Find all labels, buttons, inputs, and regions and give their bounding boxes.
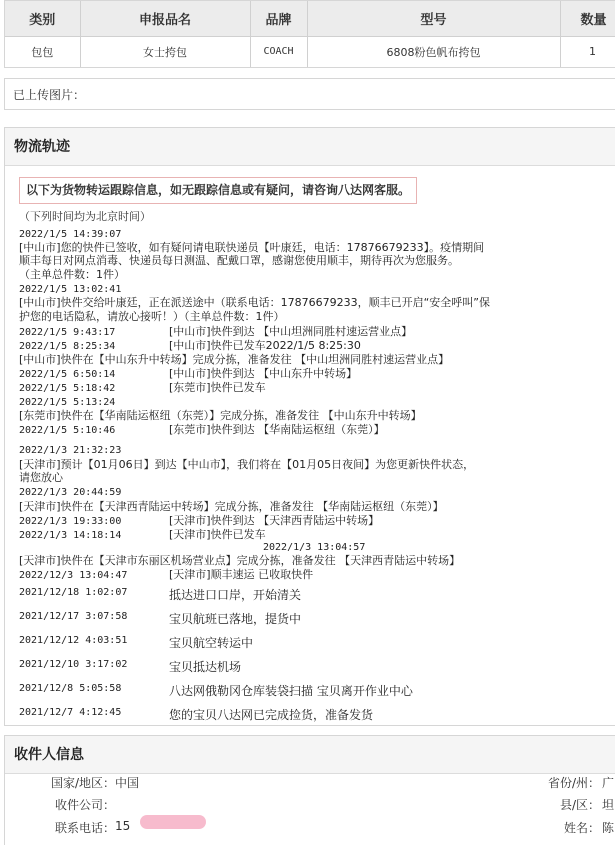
list-item [5,606,615,630]
province-label: 省份/州： [547,776,600,790]
track-time: 2022/1/5 8:25:34 [19,341,116,352]
list-item [5,702,615,726]
track-time: 2022/1/3 21:32:23 [19,445,122,456]
track-time: 2021/12/10 3:17:02 [19,659,128,670]
track-text: [天津市]快件在【天津市东丽区机场营业点】完成分拣，准备发往 【天津西青陆运中转场】 [19,554,461,567]
header-model: 型号 [307,1,560,36]
track-text: 抵达进口口岸，开始清关 [169,588,302,602]
company-label: 收件公司： [54,798,115,812]
uploaded-images-row [4,78,615,110]
track-text: [中山市]快件在【中山东升中转场】完成分拣，准备发往 【中山坦洲同胜村速运营业点】 [19,353,450,366]
cell-brand: COACH [250,36,307,67]
table-row [5,36,615,67]
header-category: 类别 [5,1,80,36]
logistics-title: 物流轨迹 [5,128,615,166]
country-value: 中国 [115,776,140,790]
track-text: 宝贝抵达机场 [169,660,242,674]
header-declared-name: 申报品名 [80,1,250,36]
tracking-notice-text: 以下为货物转运跟踪信息，如无跟踪信息或有疑问，请咨询八达网客服。 [26,183,411,197]
track-time: 2022/1/5 6:50:14 [19,369,116,380]
product-table [4,0,615,68]
header-quantity: 数量 [560,1,615,36]
cell-category: 包包 [5,36,80,67]
track-time: 2021/12/12 4:03:51 [19,635,128,646]
track-time: 2021/12/18 1:02:07 [19,587,128,598]
cell-declared-name: 女士挎包 [80,36,250,67]
timezone-note: （下列时间均为北京时间） [19,210,151,223]
track-text: [中山市]快件交给叶康廷，正在派送途中（联系电话：17876679233，顺丰已开启“安全呼叫”保 [19,296,490,309]
track-time: 2022/1/3 19:33:00 [19,516,122,527]
header-brand: 品牌 [250,1,307,36]
track-time: 2022/1/3 13:04:57 [263,542,366,553]
track-text: [天津市]快件已发车 [169,528,266,541]
track-time: 2021/12/7 4:12:45 [19,707,122,718]
receiver-title: 收件人信息 [5,736,615,774]
county-label: 县/区： [559,798,600,812]
phone-value: 15 [115,819,131,833]
track-text: [东莞市]快件在【华南陆运枢纽（东莞）】完成分拣，准备发往 【中山东升中转场】 [19,409,422,422]
track-text: [中山市]快件到达 【中山东升中转场】 [169,367,358,380]
track-text: 顺丰每日对网点消毒、快递员每日测温、配戴口罩，感谢您使用顺丰，期待再次为您服务。 [19,254,459,267]
track-text: [中山市]您的快件已签收，如有疑问请电联快递员【叶康廷，电话：17876679233】。疫情期间 [19,241,485,254]
list-item [5,654,615,678]
list-item [5,582,615,606]
track-text: 请您放心 [19,471,63,484]
track-text: 宝贝航班已落地，提货中 [169,612,302,626]
track-text: [东莞市]快件已发车 [169,381,266,394]
table-header-row [5,1,615,36]
track-time: 2022/1/5 5:13:24 [19,397,116,408]
redaction-blur [140,815,206,829]
cell-quantity: 1 [560,36,615,67]
list-item [5,678,615,702]
track-text: 您的宝贝八达网已完成捡货，准备发货 [169,708,374,722]
track-text: [中山市]快件已发车2022/1/5 8:25:30 [169,339,361,352]
track-time: 2022/12/3 13:04:47 [19,570,128,581]
track-text: [天津市]顺丰速运 已收取快件 [169,568,314,581]
track-time: 2022/1/5 14:39:07 [19,229,122,240]
track-time: 2021/12/17 3:07:58 [19,611,128,622]
list-item [5,630,615,654]
tracking-notice [19,177,417,204]
track-time: 2022/1/3 20:44:59 [19,487,122,498]
track-time: 2022/1/5 9:43:17 [19,327,116,338]
county-value: 坦 [602,798,615,812]
track-text: （主单总件数：1件） [19,268,125,281]
track-time: 2022/1/5 13:02:41 [19,284,122,295]
province-value: 广 [602,776,615,790]
phone-label: 联系电话： [54,821,115,835]
track-time: 2022/1/3 14:18:14 [19,530,122,541]
track-time: 2021/12/8 5:05:58 [19,683,122,694]
track-time: 2022/1/5 5:10:46 [19,425,116,436]
country-label: 国家/地区： [50,776,115,790]
logistics-panel [4,127,615,726]
track-text: 宝贝航空转运中 [169,636,254,650]
track-text: 八达网俄勒冈仓库装袋扫描 宝贝离开作业中心 [169,684,413,698]
track-text: [中山市]快件到达 【中山坦洲同胜村速运营业点】 [169,325,413,338]
track-text: [天津市]快件在【天津西青陆运中转场】完成分拣，准备发往 【华南陆运枢纽（东莞）】 [19,500,444,513]
cell-model: 6808粉色帆布挎包 [307,36,560,67]
track-time: 2022/1/5 5:18:42 [19,383,116,394]
name-value: 陈 [602,821,615,835]
name-label: 姓名： [563,821,600,835]
track-text: [天津市]快件到达 【天津西青陆运中转场】 [169,514,380,527]
product-info-table [5,1,615,67]
track-text: [天津市]预计【01月06日】到达【中山市】，我们将在【01月05日夜间】为您更新快件状态， [19,458,475,471]
receiver-panel [4,735,615,845]
track-text: 护您的电话隐私，请放心接听！）（主单总件数：1件） [19,310,285,323]
track-text: [东莞市]快件到达 【华南陆运枢纽（东莞）】 [169,423,385,436]
uploaded-images-label: 已上传图片： [13,88,86,102]
